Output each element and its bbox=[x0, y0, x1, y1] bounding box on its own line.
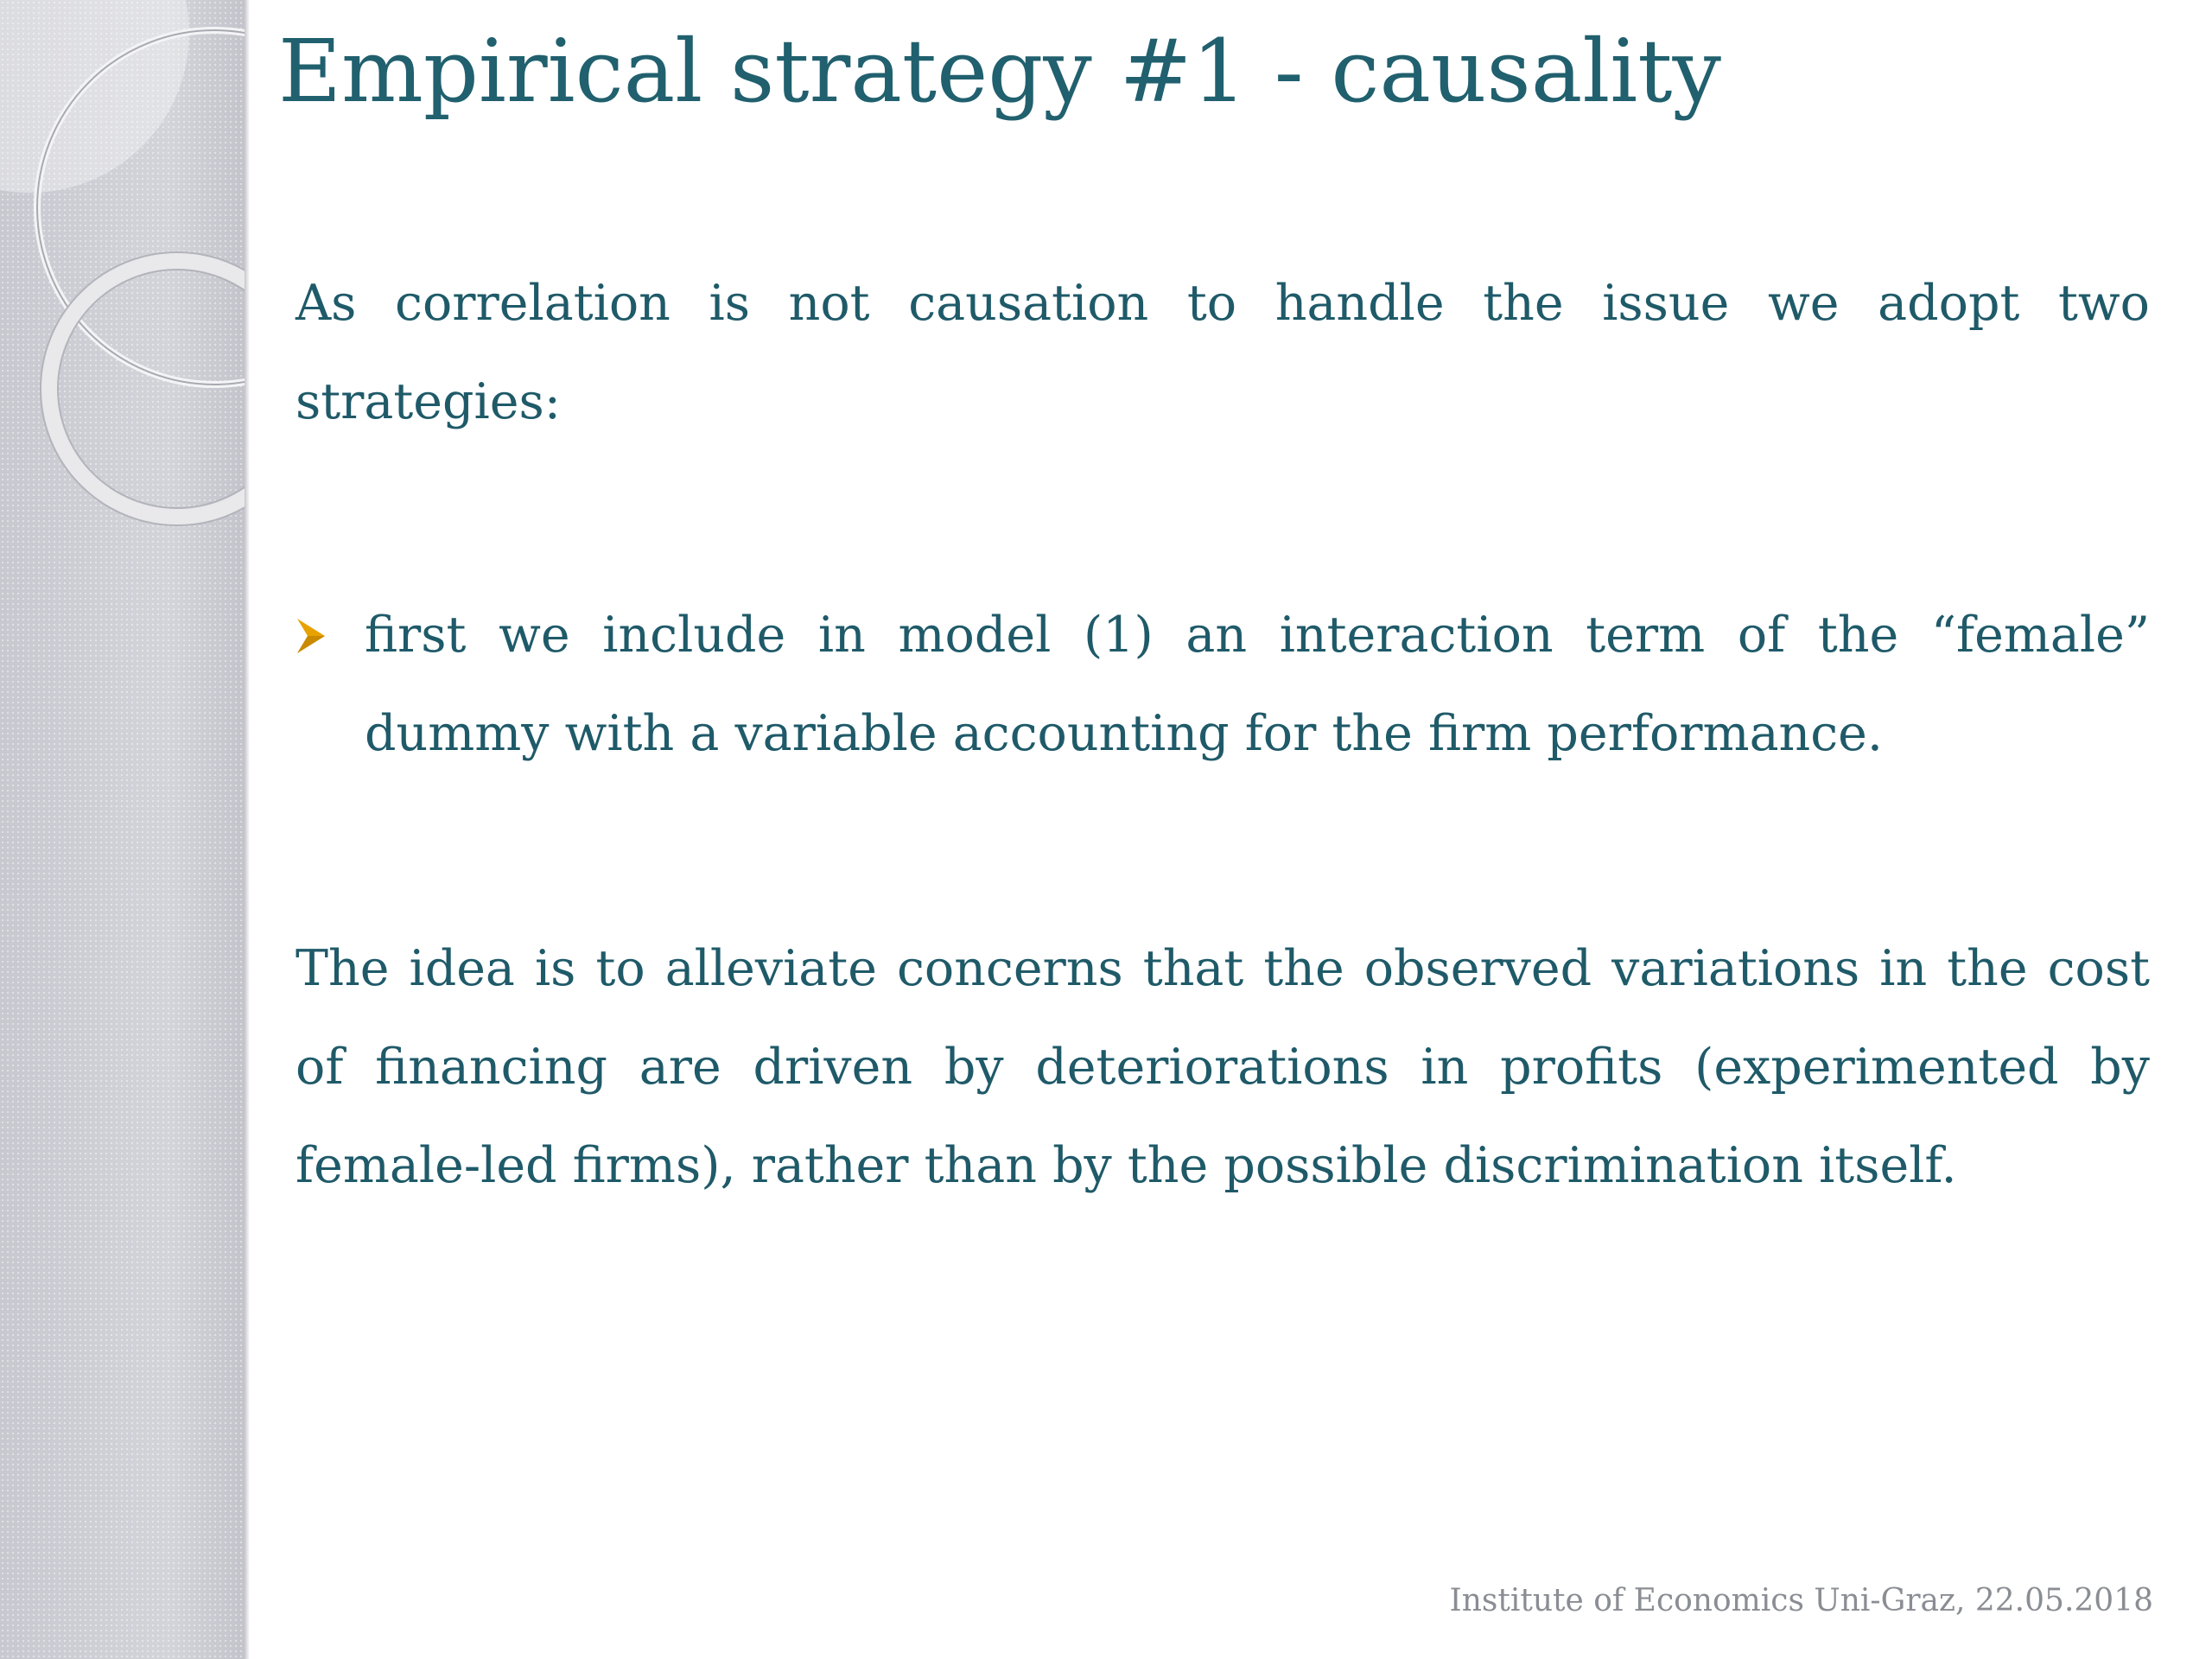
intro-paragraph: As correlation is not causation to handle the issue we adopt two strategies: bbox=[296, 275, 2150, 430]
bullet-text: first we include in model (1) an interaction term of the “female” dummy with a variable accounting for the firm performance. bbox=[365, 607, 2150, 762]
conclusion-paragraph: The idea is to alleviate concerns that the observed variations in the cost of financing are driven by deteriorations in profits (experimented by female-led firms), rather than by the possible discrimination itself. bbox=[296, 940, 2150, 1194]
decorative-rings bbox=[0, 0, 276, 553]
bullet-item bbox=[296, 586, 2150, 783]
slide-title: Empirical strategy #1 - causality bbox=[278, 21, 1721, 122]
footer-text: Institute of Economics Uni-Graz, 22.05.2018 bbox=[1449, 1583, 2153, 1618]
arrowhead-bullet-icon bbox=[296, 615, 327, 657]
